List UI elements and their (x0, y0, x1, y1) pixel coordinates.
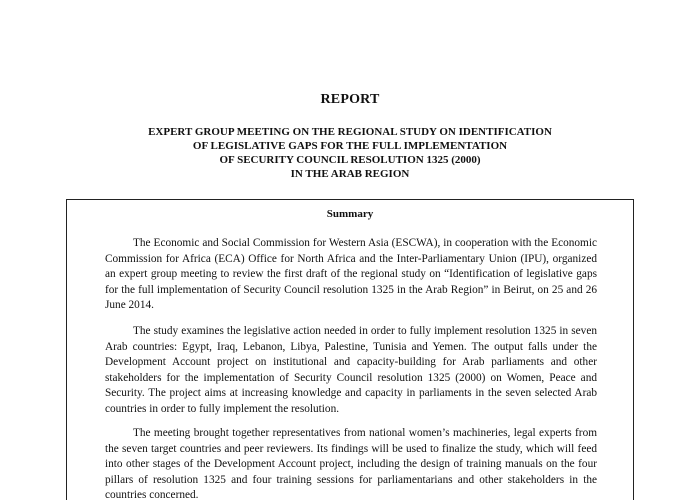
subtitle-line: EXPERT GROUP MEETING ON THE REGIONAL STUDY ON IDENTIFICATION (148, 126, 552, 138)
summary-box (66, 199, 634, 500)
report-subtitle (60, 125, 640, 181)
paragraph-text: The study examines the legislative action needed in order to fully implement resolution 1325 in seven Arab countries: Egypt, Iraq, Lebanon, Libya, Palestine, Tunisia and Yemen. The output falls under the Development Account project on institutional and capacity-building for Arab parliaments and other stakeholders for the implementation of Security Council resolution 1325 (2000) on Women, Peace and Security. The project aims at increasing knowledge and capacity in parliaments in the seven selected Arab countries in order to fully implement the resolution. (105, 325, 597, 415)
subtitle-line: IN THE ARAB REGION (290, 168, 410, 180)
paragraph-text: The Economic and Social Commission for Western Asia (ESCWA), in cooperation with the Economic Commission for Africa (ECA) Office for North Africa and the Inter-Parliamentary Union (IPU), organized an expert group meeting to review the first draft of the regional study on “Identification of legislative gaps for the full implementation of Security Council resolution 1325 in the Arab Region” in Beirut, on 25 and 26 June 2014. (105, 237, 597, 311)
summary-paragraph-1 (105, 236, 597, 314)
summary-heading: Summary (326, 208, 374, 220)
subtitle-line: OF SECURITY COUNCIL RESOLUTION 1325 (2000) (219, 154, 481, 166)
subtitle-line: OF LEGISLATIVE GAPS FOR THE FULL IMPLEMENTATION (192, 140, 508, 152)
report-title: REPORT (320, 92, 380, 107)
paragraph-text: The meeting brought together representatives from national women’s machineries, legal experts from the seven target countries and peer reviewers. Its findings will be used to finalize the study, which will feed into other stages of the Development Account project, including the design of training manuals on the four pillars of resolution 1325 and four training sessions for parliamentarians and other stakeholders in the countries concerned. (105, 427, 597, 500)
summary-paragraph-3 (105, 426, 597, 500)
summary-paragraph-2 (105, 324, 597, 417)
